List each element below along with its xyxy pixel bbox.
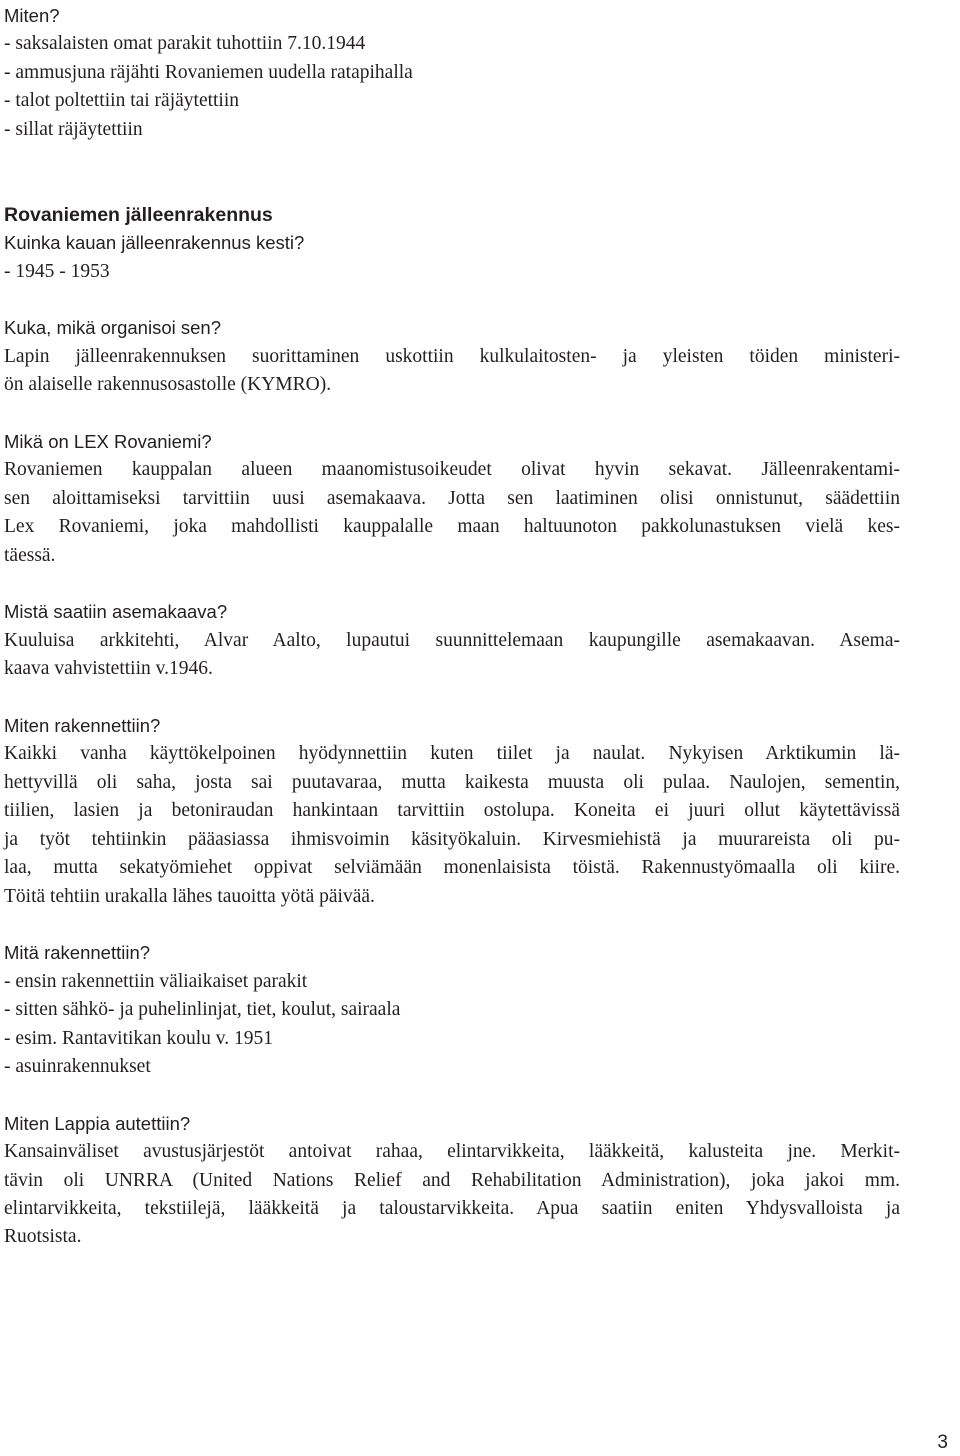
answer-line: laa, mutta sekatyömiehet oppivat selviämään monenlaisista töistä. Rakennustyömaalla oli kiire. [4, 857, 900, 879]
list-item: - talot poltettiin tai räjäytettiin [4, 90, 240, 112]
question: Miten Lappia autettiin? [4, 1112, 191, 1134]
answer-line: elintarvikkeita, tekstiilejä, lääkkeitä ja taloustarvikkeita. Apua saatiin eniten Yhdysvalloista ja [4, 1197, 900, 1219]
page-number: 3 [937, 1432, 948, 1453]
question: Kuka, mikä organisoi sen? [4, 317, 221, 339]
answer-line: Lex Rovaniemi, joka mahdollisti kauppalalle maan haltuunoton pakkolunastuksen vielä kes- [4, 516, 900, 538]
answer-line: täessä. [4, 544, 56, 566]
section-heading: Rovaniemen jälleenrakennus [4, 203, 273, 226]
qa-block-how-built [4, 712, 904, 911]
answer-line: Töitä tehtiin urakalla lähes tauoitta yötä päivää. [4, 885, 375, 907]
answer-line: Lapin jälleenrakennuksen suorittaminen uskottiin kulkulaitosten- ja yleisten töiden ministeri- [4, 345, 900, 367]
question-miten: Miten? [4, 5, 60, 26]
question: Kuinka kauan jälleenrakennus kesti? [4, 232, 305, 254]
list-item: - sitten sähkö- ja puhelinlinjat, tiet, koulut, sairaala [4, 999, 401, 1021]
answer-line: kaava vahvistettiin v.1946. [4, 658, 213, 680]
qa-block-lex-rovaniemi [4, 428, 904, 570]
answer-line: Kuuluisa arkkitehti, Alvar Aalto, lupautui suunnittelemaan kaupungille asemakaavan. Asema- [4, 629, 900, 651]
question: Mistä saatiin asemakaava? [4, 601, 228, 623]
qa-block-organizer [4, 314, 904, 399]
answer-line: sen aloittamiseksi tarvittiin uusi asemakaava. Jotta sen laatiminen olisi onnistunut, säädettiin [4, 487, 900, 509]
answer-line: - 1945 - 1953 [4, 260, 110, 282]
qa-block-duration [4, 229, 904, 286]
answer-line: tävin oli UNRRA (United Nations Relief and Rehabilitation Administration), joka jakoi mm. [4, 1169, 900, 1191]
answer-line: Rovaniemen kauppalan alueen maanomistusoikeudet olivat hyvin sekavat. Jälleenrakentami- [4, 459, 900, 481]
document-page [4, 2, 904, 1252]
list-item: - sillat räjäytettiin [4, 118, 143, 140]
answer-line: ja työt tehtiinkin pääasiassa ihmisvoimin käsityökaluin. Kirvesmiehistä ja muurareista oli pu- [4, 828, 900, 850]
answer-line: hettyvillä oli saha, josta sai puutavaraa, mutta kaikesta muusta oli pulaa. Naulojen, sementin, [4, 771, 900, 793]
answer-line: Kansainväliset avustusjärjestöt antoivat rahaa, elintarvikkeita, lääkkeitä, kalusteita jne. Merkit- [4, 1141, 900, 1163]
qa-block-aid [4, 1110, 904, 1252]
qa-block-town-plan [4, 598, 904, 683]
list-item: - saksalaisten omat parakit tuhottiin 7.10.1944 [4, 33, 366, 55]
answer-line: tiilien, lasien ja betoniraudan hankintaan tarvittiin ostolupa. Koneita ei juuri ollut käytettävissä [4, 800, 900, 822]
list-item: - asuinrakennukset [4, 1055, 151, 1077]
answer-line: Ruotsista. [4, 1226, 82, 1248]
list-item: - esim. Rantavitikan koulu v. 1951 [4, 1027, 273, 1049]
answer-line: ön alaiselle rakennusosastolle (KYMRO). [4, 374, 332, 396]
list-item: - ammusjuna räjähti Rovaniemen uudella ratapihalla [4, 61, 413, 83]
list-item: - ensin rakennettiin väliaikaiset parakit [4, 970, 308, 992]
question: Mitä rakennettiin? [4, 942, 151, 964]
qa-block-what-built [4, 939, 904, 1081]
answer-line: Kaikki vanha käyttökelpoinen hyödynnettiin kuten tiilet ja naulat. Nykyisen Arktikumin lä- [4, 743, 900, 765]
question: Mikä on LEX Rovaniemi? [4, 431, 212, 453]
question: Miten rakennettiin? [4, 715, 161, 737]
